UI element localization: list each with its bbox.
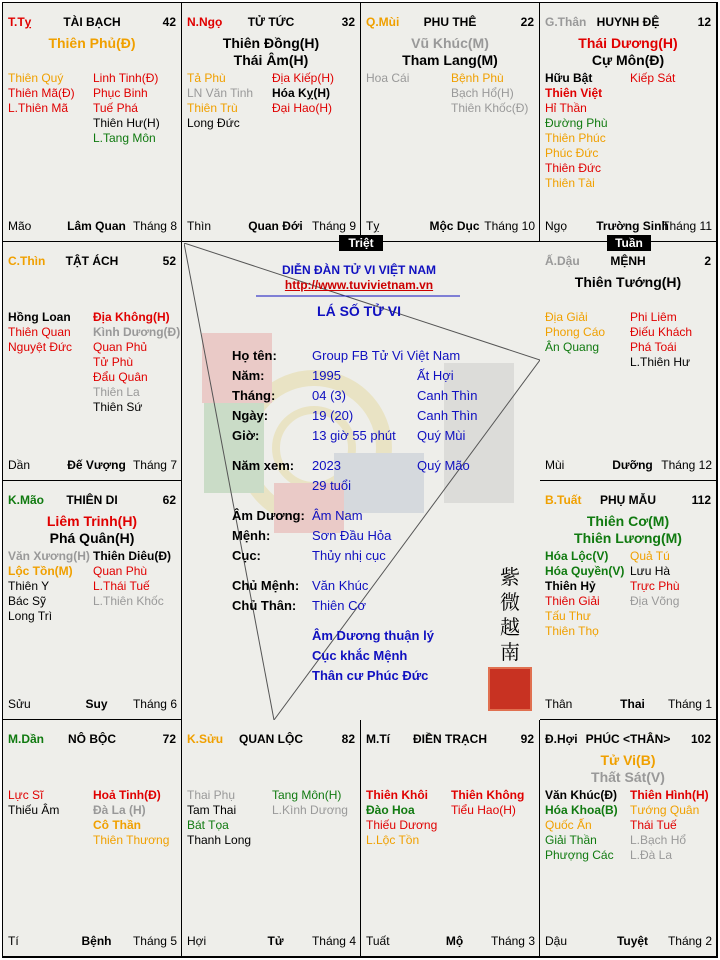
branch-label: Mùi [545, 458, 565, 472]
main-star: Thiên Cơ(M) [586, 513, 670, 529]
palace-footer [545, 934, 712, 948]
star: Bát Tọa [187, 818, 229, 832]
star: Thiên Hư(H) [93, 116, 160, 130]
palace-name: THIÊN DI [66, 493, 118, 507]
star: Địa Giải [545, 310, 588, 324]
palace-name: HUYNH ĐỆ [596, 15, 660, 29]
info-value: Thiên Cơ [312, 598, 367, 613]
left-stars [366, 788, 437, 848]
palace-cell-dan[interactable] [3, 720, 182, 957]
palace-name: NÔ BỘC [68, 732, 116, 746]
truong-sinh-stage: Tử [267, 934, 284, 948]
star: Hoa Cái [366, 71, 410, 85]
month-label: Tháng 6 [132, 697, 177, 711]
truong-sinh-stage: Đế Vượng [67, 458, 126, 472]
month-label: Tháng 5 [132, 934, 177, 948]
palace-header [366, 15, 534, 31]
left-stars [545, 71, 608, 191]
info-label: Năm: [232, 368, 265, 383]
branch-label: Sửu [8, 697, 31, 711]
can-chi-label: T.Tỵ [8, 15, 32, 29]
month-label: Tháng 4 [311, 934, 356, 948]
main-star: Thái Âm(H) [233, 52, 309, 68]
main-star: Thiên Tướng(H) [574, 274, 682, 290]
palace-cell-ti[interactable] [361, 720, 540, 957]
verdict-note: Cục khắc Mệnh [312, 648, 408, 663]
palace-footer [545, 458, 712, 472]
forum-name: DIỄN ĐÀN TỬ VI VIỆT NAM [282, 263, 436, 277]
star: Thiên Việt [545, 86, 603, 100]
age-number: 82 [341, 732, 355, 746]
palace-footer [545, 219, 712, 233]
star: Đẩu Quân [93, 370, 148, 384]
palace-cell-hoi[interactable] [540, 720, 717, 957]
star: Thiên Diêu(Đ) [93, 549, 171, 563]
left-stars [187, 788, 251, 848]
left-stars [366, 71, 409, 86]
star: Thái Tuế [630, 818, 677, 832]
month-label: Tháng 2 [667, 934, 712, 948]
main-star: Thiên Đồng(H) [222, 35, 320, 51]
star: Địa Kiếp(H) [272, 71, 335, 85]
main-star: Tử Vi(B) [600, 752, 656, 768]
left-stars [187, 71, 253, 131]
star: Thiên Không [451, 788, 525, 802]
star: Trực Phù [630, 579, 680, 593]
palace-cell-thin[interactable] [3, 242, 182, 481]
star: Phi Liêm [630, 310, 677, 324]
star: Thanh Long [187, 833, 252, 847]
info-value: 1995 [312, 368, 341, 383]
branch-label: Dần [8, 458, 31, 472]
palace-header [8, 15, 176, 31]
star: Quan Phù [93, 564, 148, 578]
palace-header [545, 732, 711, 748]
branch-label: Thân [545, 697, 573, 711]
info-value: Văn Khúc [312, 578, 369, 593]
star: Bệnh Phù [451, 71, 504, 85]
month-label: Tháng 12 [661, 458, 712, 472]
age-number: 62 [162, 493, 176, 507]
right-stars [451, 71, 528, 116]
palace-header [8, 493, 176, 509]
age-number: 112 [691, 493, 711, 507]
info-label: Năm xem: [232, 458, 295, 473]
triet-tag: Triệt [339, 235, 383, 251]
truong-sinh-stage: Bệnh [81, 934, 112, 948]
star: Nguyệt Đức [8, 340, 73, 354]
palace-cell-ngo[interactable] [182, 3, 361, 242]
star: Đường Phù [545, 116, 608, 130]
seal-stamp [488, 667, 532, 711]
can-chi-label: Đ.Hợi [545, 732, 578, 746]
star: Ân Quang [545, 340, 600, 354]
main-star: Liêm Trinh(H) [46, 513, 138, 529]
left-stars [545, 549, 624, 639]
star: Thiên Quan [8, 325, 71, 339]
star: Thiên Khốc(Đ) [451, 101, 529, 115]
month-label: Tháng 10 [484, 219, 535, 233]
palace-name: TÀI BẠCH [63, 15, 121, 29]
month-label: Tháng 3 [490, 934, 535, 948]
can-chi-label: M.Tí [366, 732, 390, 746]
verdict-note: Âm Dương thuận lý [312, 628, 434, 643]
star: Thiên Hình(H) [630, 788, 709, 802]
star: Tấu Thư [545, 609, 591, 623]
star: Đà La (H) [93, 803, 146, 817]
info-value-2: Quý Mão [417, 458, 470, 473]
verdict-note: Thân cư Phúc Đức [312, 668, 429, 683]
star: Hỉ Thần [545, 101, 587, 115]
star: L.Thiên Mã [8, 101, 69, 115]
age-number: 102 [690, 732, 711, 746]
truong-sinh-stage: Tuyệt [616, 934, 649, 948]
info-value: 2023 [312, 458, 341, 473]
vertical-script [498, 565, 522, 665]
palace-footer [187, 219, 356, 233]
palace-name: QUAN LỘC [239, 732, 303, 746]
palace-header [545, 254, 711, 270]
palace-name: ĐIỀN TRẠCH [413, 732, 487, 746]
branch-label: Tuất [366, 934, 390, 948]
age-number: 72 [162, 732, 176, 746]
star: Đại Hao(H) [272, 101, 333, 115]
star: L.Thiên Khốc [93, 594, 164, 608]
truong-sinh-stage: Lâm Quan [67, 219, 126, 233]
star: Địa Võng [630, 594, 680, 608]
can-chi-label: G.Thân [545, 15, 587, 29]
palace-header [366, 732, 534, 748]
palace-name: PHU THÊ [423, 15, 477, 29]
palace-header [8, 732, 176, 748]
info-label: Mệnh: [232, 528, 271, 543]
star: Lưu Hà [630, 564, 671, 578]
can-chi-label: B.Tuất [545, 493, 582, 507]
star: Giải Thần [545, 833, 597, 847]
star: Phục Binh [93, 86, 148, 100]
info-value: Âm Nam [312, 508, 363, 523]
right-stars [451, 788, 524, 818]
star: Thiên Giải [545, 594, 600, 608]
palace-name: TẬT ÁCH [65, 254, 119, 268]
palace-header [187, 15, 355, 31]
star: L.Tang Môn [93, 131, 156, 145]
info-value-2: Canh Thìn [417, 388, 478, 403]
star: Lộc Tồn(M) [8, 564, 73, 578]
branch-label: Tỵ [366, 219, 380, 233]
left-stars [8, 549, 90, 624]
star: Hóa Khoa(B) [545, 803, 618, 817]
can-chi-label: K.Mão [8, 493, 44, 507]
star: Bạch Hổ(H) [451, 86, 514, 100]
glyph: 微 [500, 590, 520, 614]
info-value: 04 (3) [312, 388, 346, 403]
main-star: Thiên Phủ(Đ) [48, 35, 136, 51]
star: Tiểu Hao(H) [451, 803, 516, 817]
star: Hoả Tinh(Đ) [93, 788, 161, 802]
star: Văn Khúc(Đ) [545, 788, 617, 802]
star: Thiên Quý [8, 71, 64, 85]
star: Kiếp Sát [630, 71, 676, 85]
star: Linh Tinh(Đ) [93, 71, 159, 85]
star: Tử Phù [93, 355, 134, 369]
star: Quan Phủ [93, 340, 148, 354]
star: Phượng Các [545, 848, 614, 862]
star: L.Thiên Hư [630, 355, 691, 369]
glyph: 紫 [500, 565, 520, 589]
right-stars [93, 788, 169, 848]
main-star: Phá Quân(H) [49, 530, 135, 546]
right-stars [93, 549, 171, 609]
palace-cell-mao[interactable] [3, 481, 182, 720]
age-number: 42 [162, 15, 176, 29]
star: Đào Hoa [366, 803, 415, 817]
star: Thiếu Dương [366, 818, 438, 832]
left-stars [8, 71, 75, 116]
right-stars [630, 788, 709, 863]
palace-footer [8, 219, 177, 233]
info-value: 13 giờ 55 phút [312, 428, 396, 443]
star: Hồng Loan [8, 310, 71, 324]
branch-label: Mão [8, 219, 32, 233]
star: Thiên Sứ [93, 400, 143, 414]
star: L.Thái Tuế [93, 579, 150, 593]
palace-header [8, 254, 176, 270]
palace-footer [187, 934, 356, 948]
star: Hóa Quyền(V) [545, 564, 625, 578]
star: Cô Thần [93, 818, 141, 832]
center-panel [184, 243, 540, 720]
star: Thiên La [93, 385, 140, 399]
main-star: Thiên Lương(M) [574, 530, 682, 546]
info-value-2: Quý Mùi [417, 428, 466, 443]
star: Thiên Tài [545, 176, 595, 190]
age-number: 2 [704, 254, 711, 268]
right-stars [630, 310, 692, 370]
info-value-2: Canh Thìn [417, 408, 478, 423]
can-chi-label: N.Ngọ [187, 15, 223, 29]
info-value-2: Ất Hợi [417, 368, 454, 383]
star: Thiên Thương [93, 833, 170, 847]
star: Thai Phụ [187, 788, 236, 802]
info-value: 19 (20) [312, 408, 354, 423]
info-label: Ngày: [232, 408, 269, 423]
star: Tam Thai [187, 803, 237, 817]
palace-cell-mui[interactable] [361, 3, 540, 242]
right-stars [93, 71, 160, 146]
palace-cell-suu[interactable] [182, 720, 361, 957]
palace-cell-than[interactable] [540, 3, 717, 242]
main-star: Thái Dương(H) [578, 35, 678, 51]
left-stars [545, 310, 605, 355]
truong-sinh-stage: Dưỡng [612, 458, 653, 472]
right-stars [272, 71, 334, 116]
branch-label: Thìn [187, 219, 212, 233]
star: LN Văn Tinh [187, 86, 254, 100]
star: Văn Xương(H) [8, 549, 90, 563]
left-stars [8, 310, 72, 355]
star: L.Kình Dương [272, 803, 348, 817]
month-label: Tháng 1 [667, 697, 712, 711]
branch-label: Tí [8, 934, 19, 948]
age-number: 52 [162, 254, 176, 268]
left-stars [8, 788, 59, 818]
month-label: Tháng 11 [662, 219, 712, 233]
age-number: 12 [697, 15, 711, 29]
main-star: Vũ Khúc(M) [411, 35, 489, 51]
can-chi-label: Q.Mùi [366, 15, 400, 29]
truong-sinh-stage: Mộc Dục [429, 219, 480, 233]
can-chi-label: C.Thìn [8, 254, 46, 268]
info-label: Âm Dương: [232, 508, 305, 523]
star: Long Đức [187, 116, 240, 130]
month-label: Tháng 7 [132, 458, 177, 472]
star: Phá Toái [630, 340, 677, 354]
palace-cell-dau[interactable] [540, 242, 717, 481]
tu-vi-chart [2, 2, 718, 958]
star: Hóa Kỵ(H) [272, 86, 331, 100]
palace-cell-ty[interactable] [3, 3, 182, 242]
star: Long Trì [8, 609, 53, 623]
star: Tang Môn(H) [272, 788, 342, 802]
palace-footer [366, 934, 535, 948]
star: Thiên Mã(Đ) [8, 86, 75, 100]
info-value: Thủy nhị cục [312, 548, 386, 563]
info-label: Cục: [232, 548, 261, 563]
star: Điếu Khách [630, 325, 693, 339]
star: Kình Dương(Đ) [93, 325, 181, 339]
palace-name: PHÚC <THÂN> [585, 732, 671, 746]
branch-label: Hợi [187, 934, 207, 948]
star: Thiên Khôi [366, 788, 428, 802]
main-star: Tham Lang(M) [402, 52, 498, 68]
main-star: Thất Sát(V) [591, 769, 665, 785]
truong-sinh-stage: Trường Sinh [596, 219, 669, 233]
star: Hóa Lộc(V) [545, 549, 609, 563]
chart-title: LÁ SỐ TỬ VI [317, 303, 401, 319]
star: Tả Phù [187, 71, 226, 85]
star: Tướng Quân [630, 803, 700, 817]
info-value: 29 tuổi [312, 478, 352, 493]
palace-footer [366, 219, 535, 233]
star: Quốc Ấn [545, 818, 592, 832]
star: Thiên Hỷ [545, 579, 596, 593]
truong-sinh-stage: Quan Đới [248, 219, 303, 233]
star: Bác Sỹ [8, 594, 47, 608]
right-stars [630, 549, 680, 609]
palace-name: TỬ TỨC [247, 15, 295, 29]
tuan-tag: Tuần [607, 235, 651, 251]
star: Địa Không(H) [93, 310, 170, 324]
info-value: Sơn Đầu Hỏa [312, 528, 392, 543]
info-label: Giờ: [232, 428, 260, 443]
branch-label: Dậu [545, 934, 568, 948]
right-stars [630, 71, 675, 86]
star: Thiên Trù [187, 101, 238, 115]
month-label: Tháng 9 [311, 219, 356, 233]
age-number: 32 [341, 15, 355, 29]
age-number: 92 [520, 732, 534, 746]
info-label: Họ tên: [232, 348, 277, 363]
star: L.Lộc Tồn [366, 833, 420, 847]
truong-sinh-stage: Mộ [445, 934, 464, 948]
right-stars [93, 310, 180, 415]
palace-footer [8, 934, 177, 948]
main-star: Cự Môn(Đ) [591, 52, 665, 68]
star: Phong Cáo [545, 325, 606, 339]
forum-url[interactable]: http://www.tuvivietnam.vn [284, 278, 434, 292]
can-chi-label: K.Sửu [187, 732, 224, 746]
star: Hữu Bật [545, 71, 593, 85]
info-value: Group FB Tử Vi Việt Nam [312, 348, 461, 363]
star: Thiên Y [8, 579, 50, 593]
palace-name: MỆNH [610, 254, 646, 268]
age-number: 22 [520, 15, 534, 29]
can-chi-label: Ấ.Dậu [545, 254, 580, 268]
month-label: Tháng 8 [132, 219, 177, 233]
truong-sinh-stage: Suy [85, 697, 108, 711]
palace-header [545, 493, 711, 509]
can-chi-label: M.Dần [8, 732, 44, 746]
star: L.Bạch Hổ [630, 833, 687, 847]
info-label: Chủ Mệnh: [232, 578, 300, 593]
palace-footer [545, 697, 712, 711]
star: Thiếu Âm [8, 803, 60, 817]
palace-name: PHỤ MẪU [600, 493, 656, 507]
info-label: Tháng: [232, 388, 276, 403]
right-stars [272, 788, 348, 818]
palace-header [187, 732, 355, 748]
star: Thiên Phúc [545, 131, 606, 145]
left-stars [545, 788, 618, 863]
star: Lực Sĩ [8, 788, 44, 802]
star: Thiên Thọ [545, 624, 599, 638]
palace-footer [8, 697, 177, 711]
star: Tuế Phá [93, 101, 138, 115]
star: L.Đà La [630, 848, 673, 862]
star: Quả Tú [630, 549, 670, 563]
info-label: Chủ Thân: [232, 598, 297, 613]
palace-cell-tuat[interactable] [540, 481, 717, 720]
star: Phúc Đức [545, 146, 599, 160]
glyph: 越 [500, 615, 520, 639]
star: Thiên Đức [545, 161, 602, 175]
glyph: 南 [500, 640, 520, 664]
palace-header [545, 15, 711, 31]
branch-label: Ngọ [545, 219, 568, 233]
truong-sinh-stage: Thai [620, 697, 645, 711]
palace-footer [8, 458, 177, 472]
